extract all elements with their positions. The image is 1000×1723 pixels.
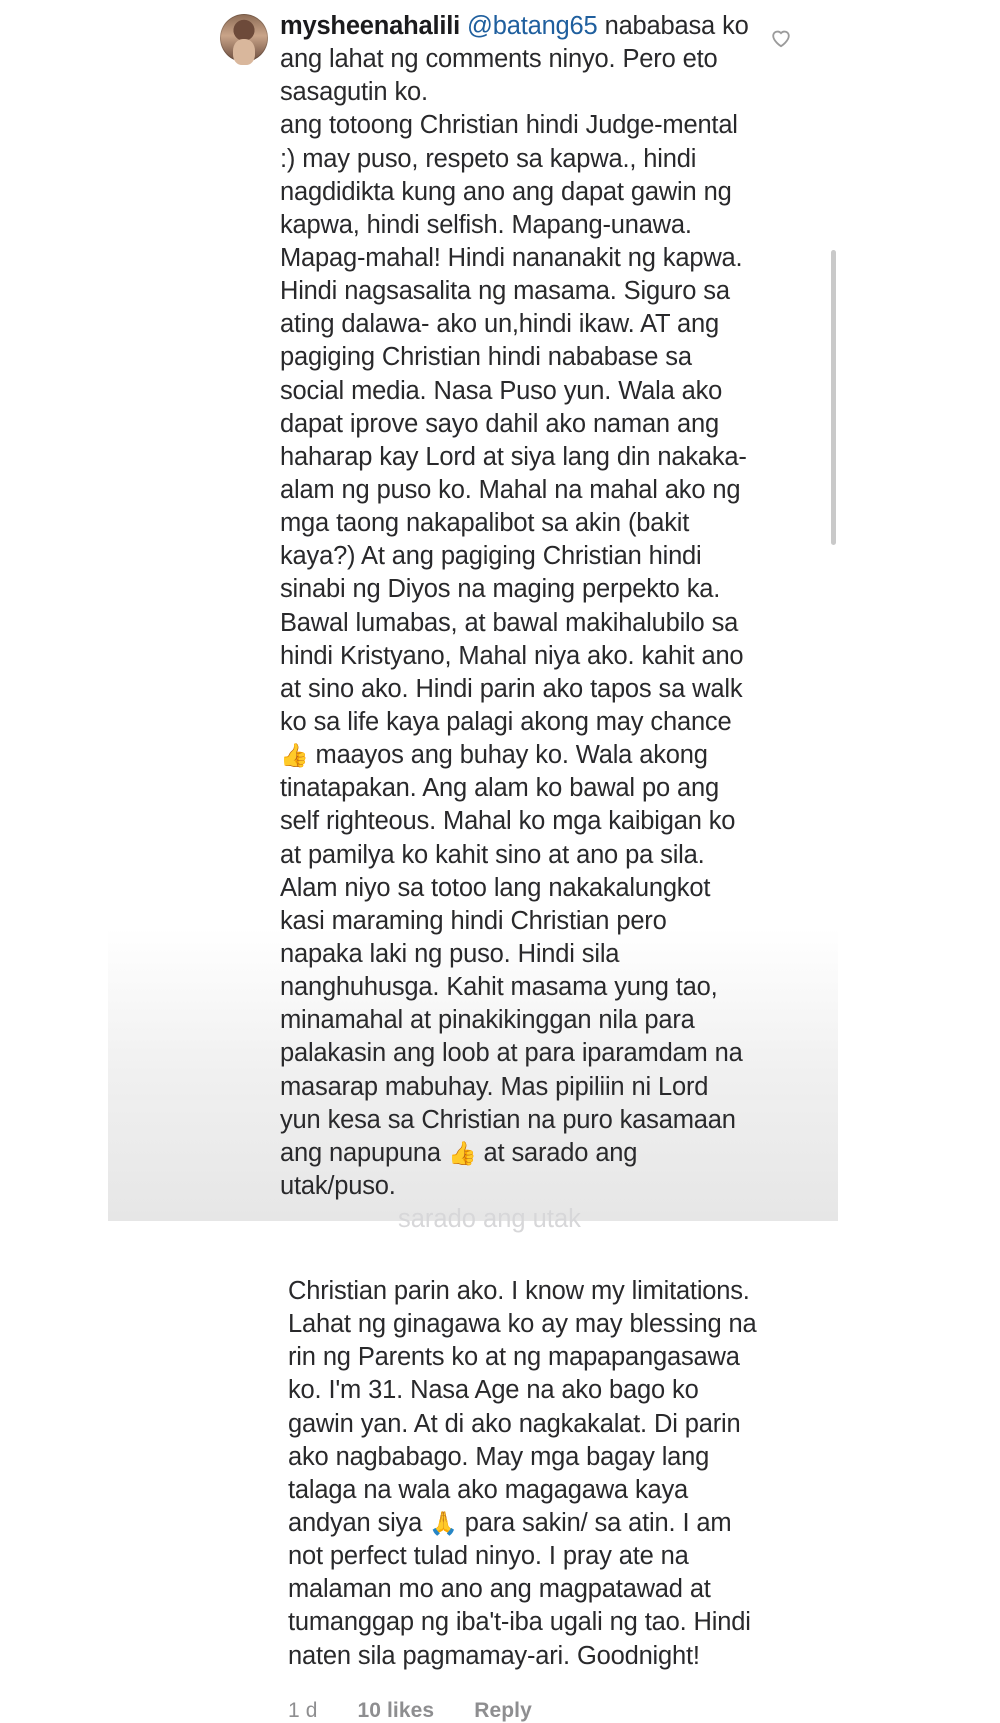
comment-mention[interactable]: @batang65 [467,12,598,40]
avatar[interactable] [220,14,268,62]
clipped-text-strip [108,1205,838,1267]
comment-text-part-1: nababasa ko ang lahat ng comments ninyo. Pero eto sasagutin ko. [280,12,749,107]
comment-text-part-2: ang totoong Christian hindi Judge-mental :) may puso, respeto sa kapwa., hindi nagdidikta kung ano ang dapat gawin ng kapwa, hindi selfish. Mapang-unawa. Mapag-mahal! Hindi nananakit ng kapwa. Hindi nagsasalita ng masama. Siguro sa ating dalawa- ako un,hindi ikaw. AT ang pagiging Christian hindi nababase sa social media. Nasa Puso yun. Wala ako dapat iprove sayo dahil ako naman ang haharap kay Lord at siya lang din nakaka-alam ng puso ko. Mahal na mahal ako ng mga taong nakapalibot sa akin (bakit kaya?) At ang pagiging Christian hindi sinabi ng Diyos na maging perpekto ka. Bawal lumabas, at bawal makihalubilo sa hindi Kristyano, Mahal niya ako. kahit ano at sino ako. Hindi parin ako tapos sa walk ko sa life kaya palagi akong may chance [280,111,747,736]
comment-continuation-body [288,1273,758,1673]
comment-block-primary [108,0,838,1221]
comment-block-secondary [108,1267,838,1723]
thumbs-up-icon-2: 👍 [447,1140,477,1167]
comment-column [108,0,838,1723]
comment-username[interactable]: mysheenahalili [280,12,461,40]
comment-timestamp: 1 d [288,1698,318,1722]
comment-row [108,8,838,1203]
heart-icon[interactable] [768,24,794,50]
continuation-text-part-2: para sakin/ sa atin. I am not perfect tulad ninyo. I pray ate na malaman mo ano ang magpatawad at tumanggap ng iba't-iba ugali ng tao. Hindi naten sila pagmamay-ari. Goodnight! [288,1509,751,1670]
thumbs-up-icon: 👍 [280,743,309,770]
inner-scrollbar-thumb[interactable] [831,250,836,545]
continuation-text-part-1: Christian parin ako. I know my limitations. Lahat ng ginagawa ko ay may blessing na rin ng Parents ko at ng mapapangasawa ko. I'm 31. Nasa Age na ako bago ko gawin yan. At di ako nagkakalat. Di parin ako nagbabago. May mga bagay lang talaga na wala ako magagawa kaya andyan siya [288,1277,757,1538]
comment-meta-row [288,1699,838,1723]
praying-hands-icon: 🙏 [429,1511,458,1538]
comment-text-part-3: maayos ang buhay ko. Wala akong tinatapakan. Ang alam ko bawal po ang self righteous. Mahal ko mga kaibigan ko at pamilya ko kahit sino at ano pa sila. Alam niyo sa totoo lang nakakalungkot kasi maraming hindi Christian pero napaka laki ng puso. Hindi sila nanghuhusga. Kahit masama yung tao, minamahal at pinakikinggan nila para palakasin ang loob at para iparamdam na masarap mabuhay. Mas pipiliin ni Lord yun kesa sa Christian na puro kasamaan ang napupuna [280,741,743,1167]
comment-reply-button[interactable]: Reply [474,1698,532,1722]
comment-body [280,8,750,1203]
comment-likes-count[interactable]: 10 likes [357,1698,435,1722]
clipped-ghost-text: sarado ang utak [398,1205,581,1234]
comment-text-part-4: at sarado ang utak/puso. [280,1138,638,1200]
